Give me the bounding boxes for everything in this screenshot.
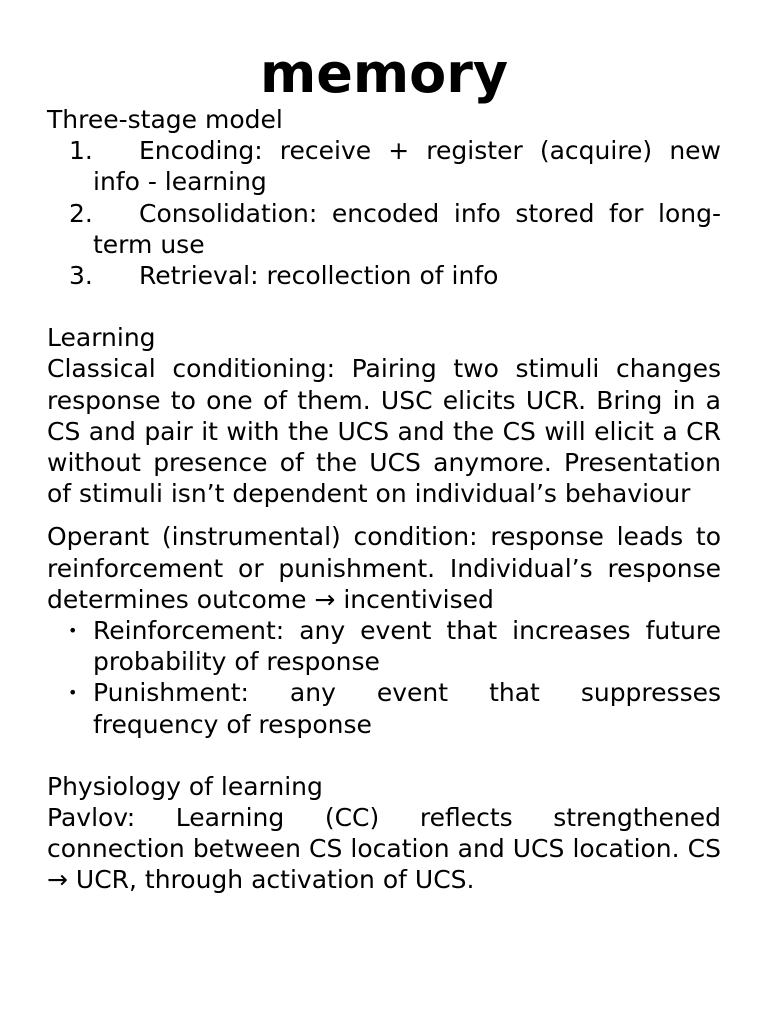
list-item-number: 3. bbox=[69, 261, 93, 291]
spacer bbox=[47, 509, 721, 521]
list-item bbox=[47, 615, 721, 677]
list-item-text: Consolidation: encoded info stored for long-term use bbox=[93, 198, 721, 259]
list-item-text: Punishment: any event that suppresses frequency of response bbox=[93, 678, 721, 739]
paragraph-pavlov: Pavlov: Learning (CC) reflects strengthened connection between CS location and UCS location. CS → UCR, through activation of UCS. bbox=[47, 803, 721, 895]
section-heading-learning: Learning bbox=[47, 323, 156, 353]
paragraph-operant-conditioning: Operant (instrumental) condition: response leads to reinforcement or punishment. Individual’s response determines outcome → incentivised bbox=[47, 522, 721, 614]
list-item-text: Reinforcement: any event that increases future probability of response bbox=[93, 616, 721, 677]
list-item-text: Encoding: receive + register (acquire) new info - learning bbox=[93, 136, 721, 197]
spacer bbox=[47, 291, 721, 322]
paragraph-classical-conditioning: Classical conditioning: Pairing two stimuli changes response to one of them. USC elicits UCR. Bring in a CS and pair it with the UCS and the CS will elicit a CR without presence of the UCS anymore. Presentation of stimuli isn’t dependent on individual’s behaviour bbox=[47, 354, 721, 509]
bullet-icon: • bbox=[68, 621, 78, 641]
bullet-list bbox=[47, 615, 721, 740]
stage-list bbox=[47, 135, 721, 291]
list-item-text: Retrieval: recollection of info bbox=[139, 261, 499, 291]
list-item-number: 1. bbox=[69, 136, 93, 166]
section-heading-physiology: Physiology of learning bbox=[47, 771, 323, 801]
spacer bbox=[47, 740, 721, 771]
list-item-number: 2. bbox=[69, 198, 93, 228]
section-heading-three-stage: Three-stage model bbox=[47, 105, 283, 134]
list-item bbox=[47, 135, 721, 197]
list-item bbox=[47, 677, 721, 739]
list-item bbox=[47, 260, 721, 291]
page-title: memory bbox=[259, 42, 509, 105]
list-item bbox=[47, 198, 721, 260]
bullet-icon: • bbox=[68, 683, 78, 703]
